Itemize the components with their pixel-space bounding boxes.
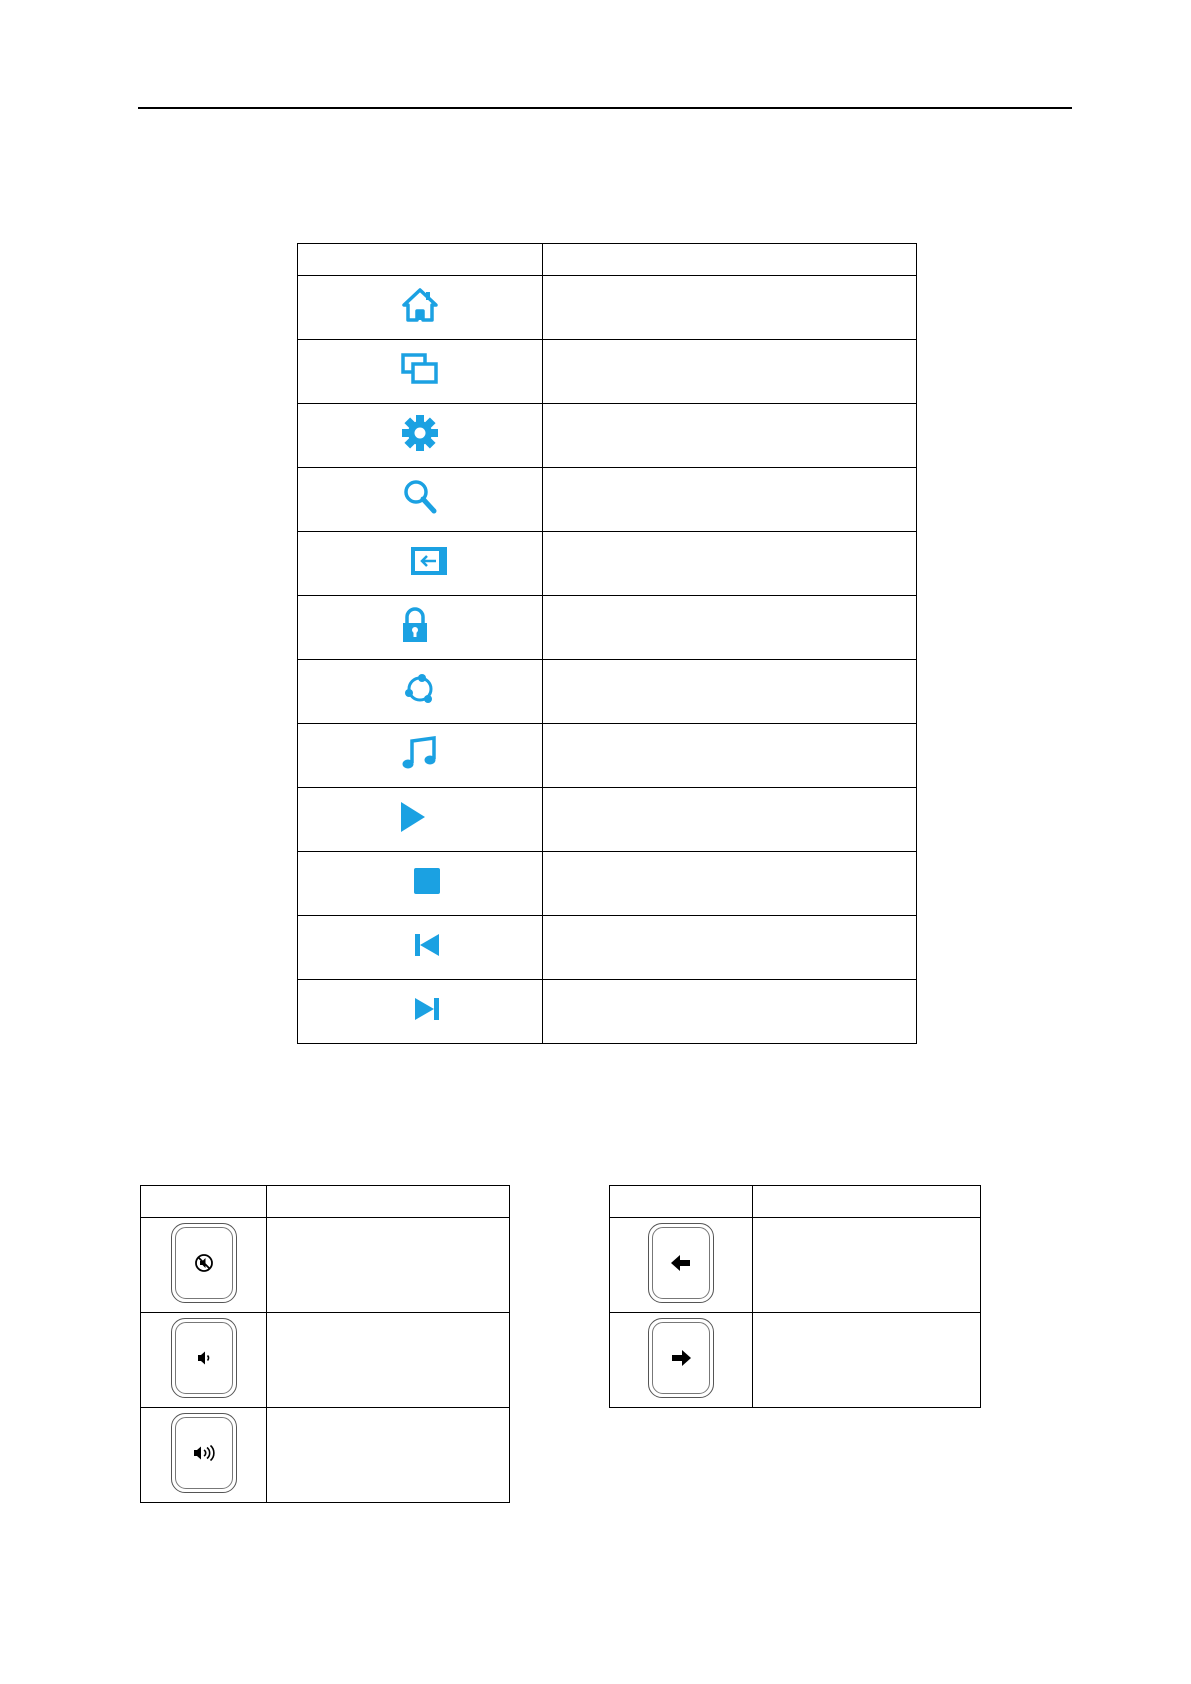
next-track-icon — [407, 989, 447, 1029]
lock-icon — [395, 605, 435, 645]
description-cell — [543, 660, 917, 724]
icon-cell — [298, 404, 543, 468]
table-header-row — [610, 1186, 981, 1218]
icon-cell — [298, 276, 543, 340]
table-row — [141, 1313, 510, 1408]
left-arrow-key — [648, 1223, 714, 1303]
table-row — [298, 660, 917, 724]
home-icon — [400, 285, 440, 325]
play-icon — [393, 797, 433, 837]
table-row — [298, 276, 917, 340]
description-cell — [267, 1408, 510, 1503]
table-row — [141, 1218, 510, 1313]
header-description-cell — [543, 244, 917, 276]
description-cell — [543, 532, 917, 596]
table-row — [298, 340, 917, 404]
key-cell — [141, 1218, 267, 1313]
icon-cell — [298, 596, 543, 660]
table-row — [298, 596, 917, 660]
icon-cell — [298, 468, 543, 532]
icon-cell — [298, 340, 543, 404]
table-row — [610, 1218, 981, 1313]
volume-key-table — [140, 1185, 510, 1503]
icon-cell — [298, 852, 543, 916]
description-cell — [543, 788, 917, 852]
table-row — [298, 788, 917, 852]
table-row — [298, 468, 917, 532]
description-cell — [543, 980, 917, 1044]
description-cell — [543, 404, 917, 468]
description-cell — [543, 852, 917, 916]
icon-cell — [298, 916, 543, 980]
arrow-right-icon — [670, 1349, 692, 1367]
table-row — [298, 980, 917, 1044]
arrow-left-icon — [670, 1254, 692, 1272]
icon-cell — [298, 788, 543, 852]
key-cell — [141, 1313, 267, 1408]
description-cell — [267, 1313, 510, 1408]
stop-icon — [407, 861, 447, 901]
header-description-cell — [753, 1186, 981, 1218]
previous-track-icon — [407, 925, 447, 965]
gear-icon — [400, 413, 440, 453]
description-cell — [543, 916, 917, 980]
table-row — [298, 916, 917, 980]
volume-down-key — [171, 1318, 237, 1398]
table-row — [141, 1408, 510, 1503]
header-rule — [138, 107, 1072, 109]
key-cell — [610, 1313, 753, 1408]
function-key-table — [297, 243, 917, 1044]
header-description-cell — [267, 1186, 510, 1218]
description-cell — [543, 340, 917, 404]
description-cell — [543, 276, 917, 340]
description-cell — [543, 468, 917, 532]
table-row — [298, 724, 917, 788]
arrow-key-table — [609, 1185, 981, 1408]
icon-cell — [298, 724, 543, 788]
search-icon — [400, 477, 440, 517]
header-key-cell — [141, 1186, 267, 1218]
description-cell — [753, 1218, 981, 1313]
table-header-row — [141, 1186, 510, 1218]
volume-down-icon — [194, 1348, 214, 1368]
header-key-cell — [610, 1186, 753, 1218]
input-source-icon — [409, 541, 449, 581]
icon-cell — [298, 532, 543, 596]
windows-switch-icon — [400, 349, 440, 389]
mute-icon — [194, 1253, 214, 1273]
table-header-row — [298, 244, 917, 276]
header-icon-cell — [298, 244, 543, 276]
volume-up-icon — [191, 1443, 217, 1463]
table-row — [298, 852, 917, 916]
music-note-icon — [400, 733, 440, 773]
icon-cell — [298, 980, 543, 1044]
right-arrow-key — [648, 1318, 714, 1398]
volume-up-key — [171, 1413, 237, 1493]
key-cell — [610, 1218, 753, 1313]
description-cell — [543, 724, 917, 788]
description-cell — [543, 596, 917, 660]
refresh-icon — [400, 669, 440, 709]
icon-cell — [298, 660, 543, 724]
key-cell — [141, 1408, 267, 1503]
table-row — [298, 404, 917, 468]
description-cell — [267, 1218, 510, 1313]
mute-key — [171, 1223, 237, 1303]
description-cell — [753, 1313, 981, 1408]
table-row — [610, 1313, 981, 1408]
table-row — [298, 532, 917, 596]
